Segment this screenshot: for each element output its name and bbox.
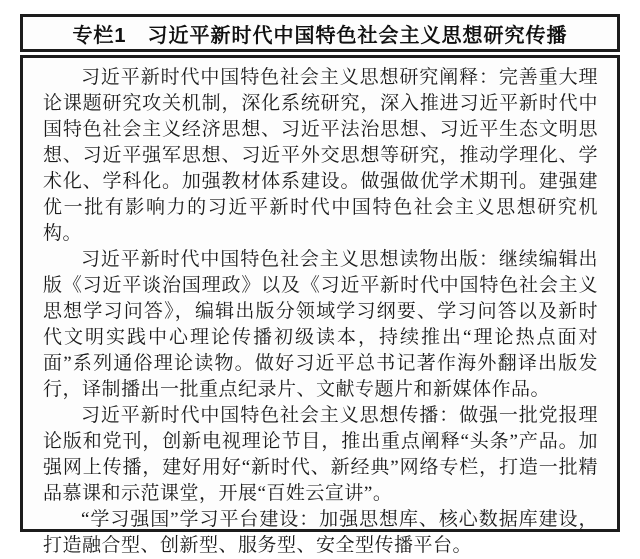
paragraph-xuexi-qiangguo-platform: “学习强国”学习平台建设：加强思想库、核心数据库建设，打造融合型、创新型、服务型、安全型传播平台。 xyxy=(43,509,598,556)
paragraph-readings-publication: 习近平新时代中国特色社会主义思想读物出版：继续编辑出版《习近平谈治国理政》以及《习近平新时代中国特色社会主义思想学习问答》，编辑出版分领域学习纲要、学习问答以及新时代文明实践中心理论传播初级读本，持续推出“理论热点面对面”系列通俗理论读物。做好习近平总书记著作海外翻译出版发行，译制播出一批重点纪录片、文献专题片和新媒体作品。 xyxy=(43,249,598,400)
paragraph-research-interpretation: 习近平新时代中国特色社会主义思想研究阐释：完善重大理论课题研究攻关机制，深化系统研究，深入推进习近平新时代中国特色社会主义经济思想、习近平法治思想、习近平生态文明思想、习近平强军思想、习近平外交思想等研究，推动学理化、学术化、学科化。加强教材体系建设。做强做优学术期刊。建强建优一批有影响力的习近平新时代中国特色社会主义思想研究机构。 xyxy=(43,67,598,244)
paragraph-thought-dissemination: 习近平新时代中国特色社会主义思想传播：做强一批党报理论版和党刊，创新电视理论节目，推出重点阐释“头条”产品。加强网上传播，建好用好“新时代、新经典”网络专栏，打造一批精品慕课和示范课堂，开展“百姓云宣讲”。 xyxy=(43,405,598,504)
column-panel xyxy=(20,14,620,556)
column-body xyxy=(20,55,620,556)
column-title-bar xyxy=(20,14,620,52)
column-title-text: 专栏1 习近平新时代中国特色社会主义思想研究传播 xyxy=(72,24,568,47)
